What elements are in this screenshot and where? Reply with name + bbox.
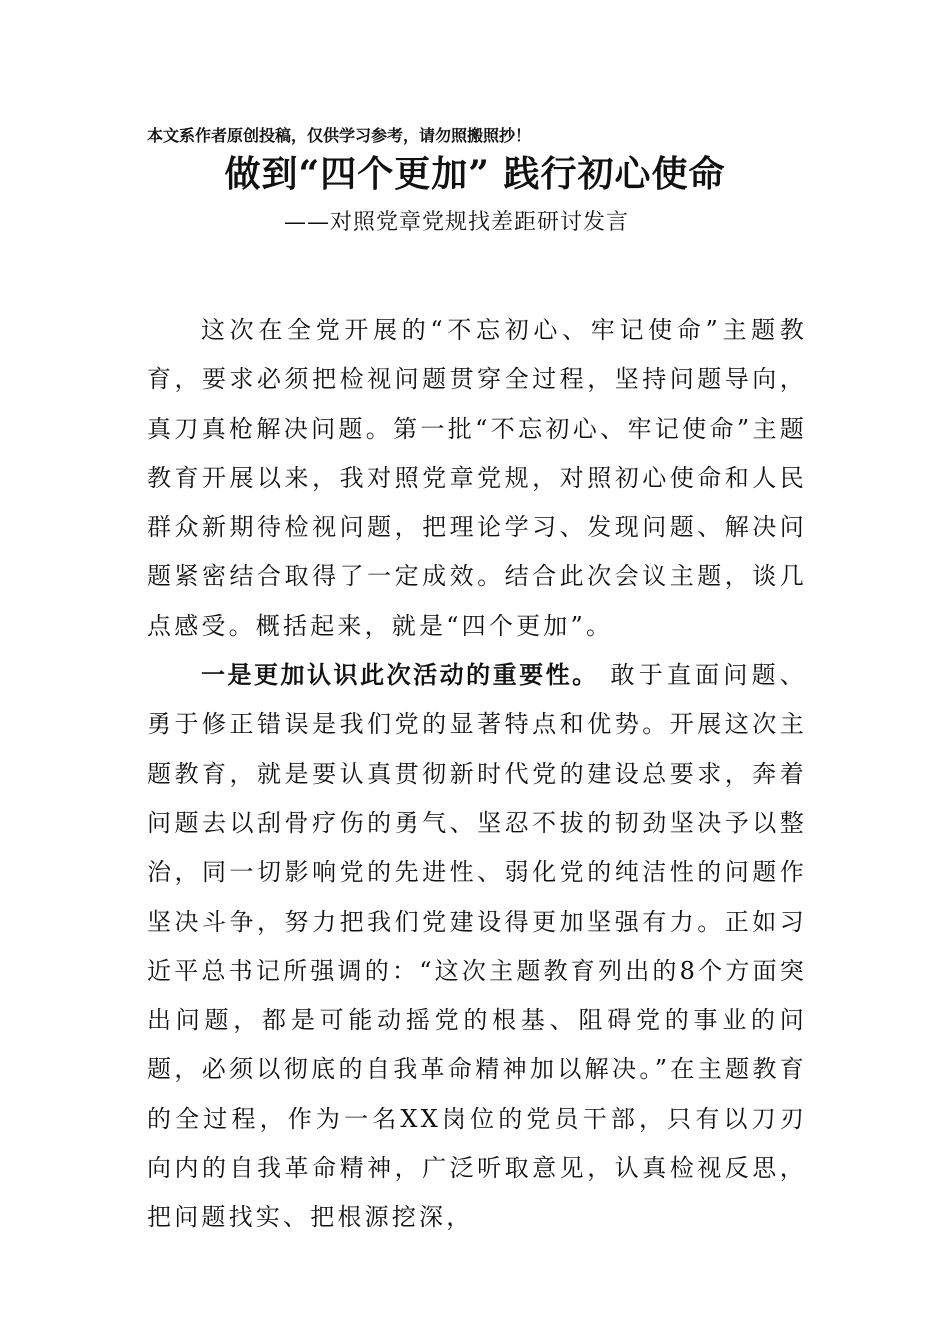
paragraph [147, 306, 807, 651]
document-subtitle: ——对照党章党规找差距研讨发言 [284, 210, 630, 235]
paragraph-text: 敢于直面问题、勇于修正错误是我们党的显著特点和优势。开展这次主题教育，就是要认真贯彻新时代党的建设总要求，奔着问题去以刮骨疗伤的勇气、坚忍不拔的韧劲坚决予以整治，同一切影响党的先进性、弱化党的纯洁性的问题作坚决斗争，努力把我们党建设得更加坚强有力。正如习近平总书记所强调的：“这次主题教育列出的8个方面突出问题，都是可能动摇党的根基、阻碍党的事业的问题，必须以彻底的自我革命精神加以解决。”在主题教育的全过程，作为一名XX岗位的党员干部，只有以刀刃向内的自我革命精神，广泛听取意见，认真检视反思，把问题找实、把根源挖深， [147, 661, 808, 1232]
document-title: 做到“四个更加” 践行初心使命 [224, 153, 726, 195]
document-body [147, 306, 807, 1243]
copyright-notice: 本文系作者原创投稿，仅供学习参考，请勿照搬照抄！ [147, 126, 532, 145]
paragraph-text: 这次在全党开展的“不忘初心、牢记使命”主题教育，要求必须把检视问题贯穿全过程，坚持问题导向，真刀真枪解决问题。第一批“不忘初心、牢记使命”主题教育开展以来，我对照党章党规，对照初心使命和人民群众新期待检视问题，把理论学习、发现问题、解决问题紧密结合取得了一定成效。结合此次会议主题，谈几点感受。概括起来，就是“四个更加”。 [147, 316, 807, 640]
paragraph-lead: 一是更加认识此次活动的重要性。 [201, 661, 599, 690]
paragraph [147, 651, 807, 1243]
